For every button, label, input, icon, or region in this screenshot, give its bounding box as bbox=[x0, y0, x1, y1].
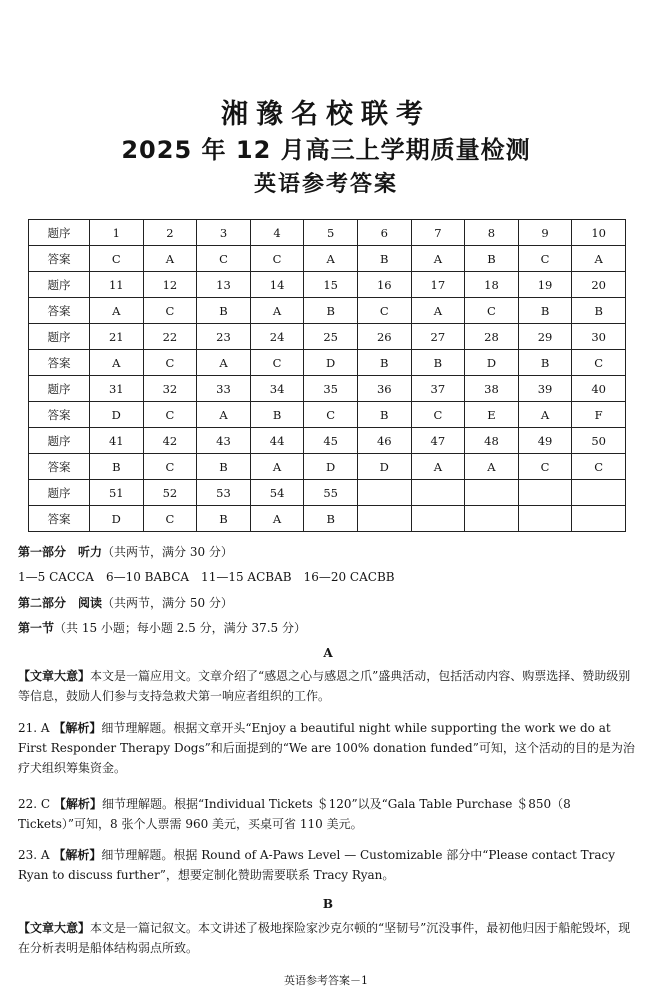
answer-cell: B bbox=[357, 246, 411, 272]
answer-cell: D bbox=[304, 350, 358, 376]
page-footer: 英语参考答案－1 bbox=[284, 974, 368, 987]
question-label-cell: 题序 bbox=[29, 272, 90, 298]
summary-text: 本文是一篇记叙文。本文讲述了极地探险家沙克尔顿的“坚韧号”沉没事件，最初他归因于船舵毁坏，现在分析表明是船体结构弱点所致。 bbox=[18, 921, 631, 955]
answer-row bbox=[29, 350, 626, 376]
answer-cell: C bbox=[572, 454, 626, 480]
question-number-cell: 18 bbox=[465, 272, 519, 298]
exam-title: 2025 年 12 月高三上学期质量检测 bbox=[121, 136, 531, 164]
answer-cell: C bbox=[143, 350, 197, 376]
section1-title: 第一节 bbox=[18, 621, 55, 635]
answer-cell: C bbox=[143, 454, 197, 480]
answer-cell: B bbox=[90, 454, 144, 480]
question-number-cell bbox=[357, 480, 411, 506]
answer-cell: A bbox=[411, 246, 465, 272]
answer-cell bbox=[572, 506, 626, 532]
answer-cell: D bbox=[90, 506, 144, 532]
q22-text: 细节理解题。根据“Individual Tickets ＄120”以及“Gala Table Purchase ＄850（8 Tickets）”可知，8 张个人票需 960 美元，买桌可省 110 美元。 bbox=[18, 797, 571, 831]
q21-explanation bbox=[18, 718, 638, 778]
answer-cell: C bbox=[90, 246, 144, 272]
question-number-cell: 39 bbox=[518, 376, 572, 402]
answer-row bbox=[29, 402, 626, 428]
answer-row bbox=[29, 298, 626, 324]
answer-cell: B bbox=[357, 402, 411, 428]
answer-cell bbox=[465, 506, 519, 532]
answer-cell: C bbox=[572, 350, 626, 376]
question-number-row bbox=[29, 272, 626, 298]
answer-cell: D bbox=[90, 402, 144, 428]
question-label-cell: 题序 bbox=[29, 428, 90, 454]
answer-cell: B bbox=[197, 454, 251, 480]
question-number-cell: 36 bbox=[357, 376, 411, 402]
answer-cell: B bbox=[411, 350, 465, 376]
question-number-cell: 13 bbox=[197, 272, 251, 298]
answer-cell bbox=[357, 506, 411, 532]
analysis-tag: 【解析】 bbox=[53, 797, 102, 811]
answer-cell: C bbox=[143, 506, 197, 532]
question-number-cell: 51 bbox=[90, 480, 144, 506]
part1-heading bbox=[18, 542, 638, 562]
answer-cell: A bbox=[572, 246, 626, 272]
part2-title: 第二部分 阅读 bbox=[18, 596, 103, 610]
answer-cell: C bbox=[357, 298, 411, 324]
answer-label-cell: 答案 bbox=[29, 402, 90, 428]
answer-row bbox=[29, 454, 626, 480]
passage-a-summary bbox=[18, 666, 638, 706]
question-number-cell: 40 bbox=[572, 376, 626, 402]
question-number-cell: 38 bbox=[465, 376, 519, 402]
question-number-row bbox=[29, 376, 626, 402]
question-number-cell: 41 bbox=[90, 428, 144, 454]
question-number-cell: 33 bbox=[197, 376, 251, 402]
question-number-cell bbox=[465, 480, 519, 506]
answer-cell: B bbox=[304, 298, 358, 324]
section1-heading bbox=[18, 618, 638, 638]
answer-cell: C bbox=[304, 402, 358, 428]
question-number-cell: 48 bbox=[465, 428, 519, 454]
question-number-cell: 53 bbox=[197, 480, 251, 506]
question-number-cell: 19 bbox=[518, 272, 572, 298]
part1-title: 第一部分 听力 bbox=[18, 545, 103, 559]
part2-note: （共两节，满分 50 分） bbox=[102, 596, 233, 610]
answer-cell: A bbox=[518, 402, 572, 428]
summary-tag: 【文章大意】 bbox=[18, 669, 91, 683]
answer-label-cell: 答案 bbox=[29, 246, 90, 272]
answer-cell: A bbox=[250, 298, 304, 324]
question-number-cell: 21 bbox=[90, 324, 144, 350]
question-number-cell: 47 bbox=[411, 428, 465, 454]
answer-cell: E bbox=[465, 402, 519, 428]
analysis-tag: 【解析】 bbox=[53, 721, 102, 735]
q22-number: 22. C bbox=[18, 797, 51, 811]
q21-number: 21. A bbox=[18, 721, 50, 735]
question-number-cell: 32 bbox=[143, 376, 197, 402]
summary-text: 本文是一篇应用文。文章介绍了“感恩之心与感恩之爪”盛典活动，包括活动内容、购票选择、赞助级别等信息，鼓励人们参与支持急救犬第一响应者组织的工作。 bbox=[18, 669, 631, 703]
question-number-cell: 12 bbox=[143, 272, 197, 298]
answer-cell: A bbox=[411, 454, 465, 480]
question-number-cell: 49 bbox=[518, 428, 572, 454]
answer-cell: C bbox=[518, 246, 572, 272]
answer-label-cell: 答案 bbox=[29, 454, 90, 480]
answer-cell: A bbox=[465, 454, 519, 480]
summary-tag: 【文章大意】 bbox=[18, 921, 91, 935]
question-number-cell: 31 bbox=[90, 376, 144, 402]
part1-answers: 1—5 CACCA 6—10 BABCA 11—15 ACBAB 16—20 CACBB bbox=[18, 570, 395, 584]
passage-b-summary bbox=[18, 918, 638, 958]
answer-row bbox=[29, 246, 626, 272]
question-number-cell: 30 bbox=[572, 324, 626, 350]
question-number-row bbox=[29, 324, 626, 350]
analysis-tag: 【解析】 bbox=[53, 848, 102, 862]
answer-cell: B bbox=[197, 506, 251, 532]
q22-explanation bbox=[18, 794, 638, 834]
q21-text: 细节理解题。根据文章开头“Enjoy a beautiful night while supporting the work we do at First Responder Therapy Dogs”和后面提到的“We are 100% donation funded”可知，这个活动的目的是为治疗犬组织筹集资金。 bbox=[18, 721, 635, 775]
question-number-cell: 54 bbox=[250, 480, 304, 506]
answer-cell: A bbox=[250, 454, 304, 480]
section1-note: （共 15 小题；每小题 2.5 分，满分 37.5 分） bbox=[54, 621, 306, 635]
answer-cell: B bbox=[197, 298, 251, 324]
answer-cell: B bbox=[572, 298, 626, 324]
question-number-cell: 37 bbox=[411, 376, 465, 402]
question-number-cell: 45 bbox=[304, 428, 358, 454]
question-number-cell: 27 bbox=[411, 324, 465, 350]
question-number-cell: 6 bbox=[357, 220, 411, 246]
question-number-cell: 9 bbox=[518, 220, 572, 246]
question-number-cell: 42 bbox=[143, 428, 197, 454]
passage-b-label: B bbox=[322, 897, 334, 911]
question-number-cell: 11 bbox=[90, 272, 144, 298]
answer-cell: D bbox=[357, 454, 411, 480]
document-title: 英语参考答案 bbox=[253, 172, 398, 197]
question-number-cell: 24 bbox=[250, 324, 304, 350]
question-number-cell: 43 bbox=[197, 428, 251, 454]
q23-number: 23. A bbox=[18, 848, 50, 862]
answer-cell: C bbox=[250, 350, 304, 376]
exam-org-title: 湘豫名校联考 bbox=[221, 99, 431, 130]
part1-note: （共两节，满分 30 分） bbox=[102, 545, 233, 559]
answer-cell: B bbox=[518, 298, 572, 324]
question-label-cell: 题序 bbox=[29, 220, 90, 246]
answer-cell: A bbox=[90, 350, 144, 376]
answer-cell: A bbox=[143, 246, 197, 272]
question-number-cell: 8 bbox=[465, 220, 519, 246]
answer-cell: C bbox=[411, 402, 465, 428]
question-number-cell: 5 bbox=[304, 220, 358, 246]
question-number-cell: 4 bbox=[250, 220, 304, 246]
question-number-cell bbox=[518, 480, 572, 506]
question-number-cell: 17 bbox=[411, 272, 465, 298]
answer-cell: B bbox=[304, 506, 358, 532]
question-number-cell: 16 bbox=[357, 272, 411, 298]
answer-cell: F bbox=[572, 402, 626, 428]
answer-cell: B bbox=[518, 350, 572, 376]
question-number-cell: 26 bbox=[357, 324, 411, 350]
question-number-cell: 35 bbox=[304, 376, 358, 402]
answer-cell: B bbox=[250, 402, 304, 428]
answer-cell: D bbox=[304, 454, 358, 480]
question-number-cell: 55 bbox=[304, 480, 358, 506]
q23-explanation bbox=[18, 845, 638, 885]
answer-row bbox=[29, 506, 626, 532]
question-number-cell: 23 bbox=[197, 324, 251, 350]
q23-text: 细节理解题。根据 Round of A-Paws Level — Customizable 部分中“Please contact Tracy Ryan to discuss further”，想要定制化赞助需要联系 Tracy Ryan。 bbox=[18, 848, 616, 882]
answer-cell: A bbox=[411, 298, 465, 324]
question-number-cell: 3 bbox=[197, 220, 251, 246]
answer-cell: C bbox=[197, 246, 251, 272]
answer-cell: A bbox=[197, 350, 251, 376]
answer-cell: C bbox=[143, 402, 197, 428]
question-number-cell: 34 bbox=[250, 376, 304, 402]
question-number-cell bbox=[411, 480, 465, 506]
question-label-cell: 题序 bbox=[29, 376, 90, 402]
question-label-cell: 题序 bbox=[29, 324, 90, 350]
question-number-row bbox=[29, 220, 626, 246]
question-number-cell: 1 bbox=[90, 220, 144, 246]
part2-heading bbox=[18, 593, 638, 613]
answer-cell: A bbox=[250, 506, 304, 532]
question-number-row bbox=[29, 428, 626, 454]
answer-cell: A bbox=[197, 402, 251, 428]
question-number-cell: 22 bbox=[143, 324, 197, 350]
answer-label-cell: 答案 bbox=[29, 298, 90, 324]
answer-cell: C bbox=[518, 454, 572, 480]
answer-cell: B bbox=[465, 246, 519, 272]
question-number-cell: 2 bbox=[143, 220, 197, 246]
answer-cell: B bbox=[357, 350, 411, 376]
answer-cell: A bbox=[304, 246, 358, 272]
question-number-cell: 10 bbox=[572, 220, 626, 246]
answer-cell: D bbox=[465, 350, 519, 376]
question-number-cell: 29 bbox=[518, 324, 572, 350]
question-number-cell: 20 bbox=[572, 272, 626, 298]
question-number-cell: 28 bbox=[465, 324, 519, 350]
passage-a-label: A bbox=[323, 646, 333, 660]
question-number-cell: 44 bbox=[250, 428, 304, 454]
question-number-cell: 15 bbox=[304, 272, 358, 298]
question-number-row bbox=[29, 480, 626, 506]
answer-cell: C bbox=[465, 298, 519, 324]
question-label-cell: 题序 bbox=[29, 480, 90, 506]
answer-table bbox=[28, 219, 626, 532]
question-number-cell: 25 bbox=[304, 324, 358, 350]
question-number-cell: 7 bbox=[411, 220, 465, 246]
question-number-cell: 50 bbox=[572, 428, 626, 454]
question-number-cell: 46 bbox=[357, 428, 411, 454]
question-number-cell bbox=[572, 480, 626, 506]
question-number-cell: 52 bbox=[143, 480, 197, 506]
answer-cell bbox=[411, 506, 465, 532]
answer-cell bbox=[518, 506, 572, 532]
answer-cell: A bbox=[90, 298, 144, 324]
answer-label-cell: 答案 bbox=[29, 506, 90, 532]
answer-label-cell: 答案 bbox=[29, 350, 90, 376]
question-number-cell: 14 bbox=[250, 272, 304, 298]
answer-cell: C bbox=[250, 246, 304, 272]
answer-cell: C bbox=[143, 298, 197, 324]
